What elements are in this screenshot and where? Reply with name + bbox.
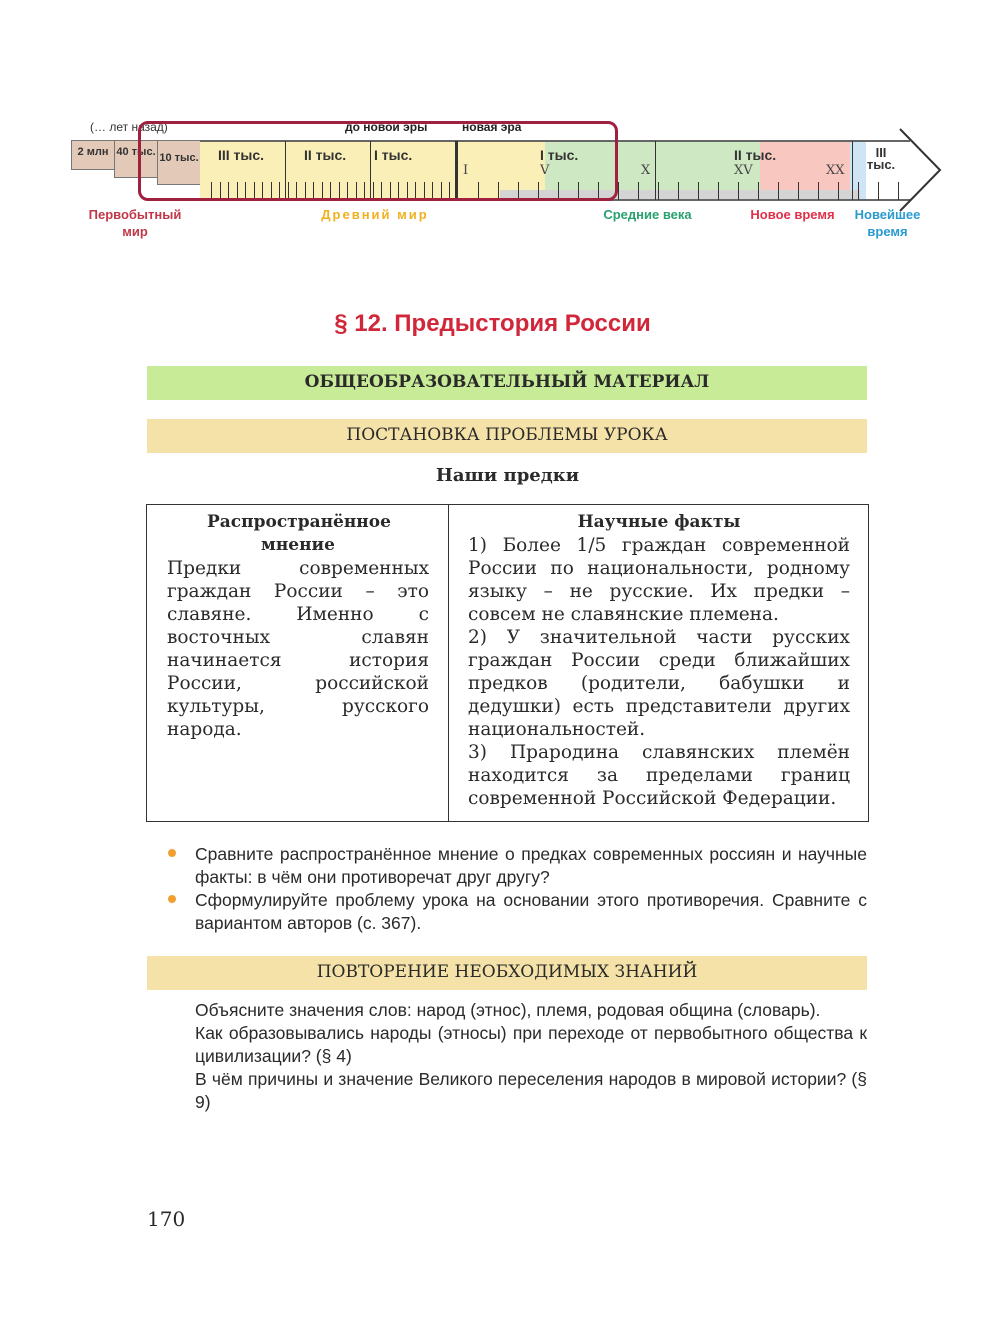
band-review: ПОВТОРЕНИЕ НЕОБХОДИМЫХ ЗНАНИЙ [147,956,867,990]
century-label: V [540,163,550,178]
era-primitive: Первобытный мир [88,207,182,239]
tick-mark [758,182,759,200]
page-title: § 12. Предыстория России [334,310,651,337]
fact-item: 3) Прародина славянских племён находится за пределами границ современной Российской Федерации. [468,742,850,809]
ce-label: новая эра [462,120,522,134]
fact-item: 2) У значительной части русских граждан России среди ближайших предков (родители, бабушки и дедушки) есть представители других национальностей. [468,627,850,740]
review-item: Как образовывались народы (этносы) при переходе от первобытного общества к цивилизации? (§ 4) [195,1023,867,1066]
box-2mln: 2 млн [71,140,115,170]
band-general: ОБЩЕОБРАЗОВАТЕЛЬНЫЙ МАТЕРИАЛ [147,366,867,400]
fact-item: 1) Более 1/5 граждан современной России по национальности, родному языку – не русские. Их предки – совсем не славянские племена. [468,535,850,625]
tick-mark [678,182,679,200]
tick-mark [738,182,739,200]
arrow-head-icon [895,126,945,216]
left-header: Распространённое мнение [207,512,391,555]
millennium-label: I тыс. [374,147,413,163]
era-modern: Новое время [750,207,835,222]
ancient-frame [138,121,618,201]
century-label: X [641,163,651,178]
era-ancient: Древний мир [321,207,429,222]
years-ago-label: (… лет назад) [90,120,168,134]
tick-mark [898,182,899,200]
bullet-icon [168,895,176,903]
tick-mark [818,182,819,200]
tick-mark [838,182,839,200]
box-40k: 40 тыс. [114,140,158,178]
tick-mark [638,182,639,200]
task-item: Сформулируйте проблему урока на основании этого противоречия. Сравните с вариантом авторов (с. 367). [195,889,867,935]
tick-mark [698,182,699,200]
table-title: Наши предки [435,465,580,486]
tick-mark [858,182,859,200]
millennium-label: II тыс. [734,147,777,163]
century-label: I [463,163,469,178]
century-label: XX [826,163,845,178]
era-newest: Новейшее время [854,207,921,239]
millennium-label: III тыс. [866,145,896,172]
box-10k: 10 тыс. [157,140,201,185]
tick-mark [778,182,779,200]
millennium-label: II тыс. [304,147,347,163]
band-problem: ПОСТАНОВКА ПРОБЛЕМЫ УРОКА [147,419,867,453]
right-header: Научные факты [577,512,741,532]
review-list [195,999,867,1114]
bullet-icon [168,849,176,857]
tasks-list [195,843,867,935]
tick-mark [798,182,799,200]
task-item: Сравните распространённое мнение о предках современных россиян и научные факты: в чём они противоречат друг другу? [195,843,867,889]
bce-label: до новой эры [345,120,428,134]
comparison-table [146,504,869,822]
era-middle: Средние века [603,207,692,222]
millennium-label: I тыс. [540,147,579,163]
page-number: 170 [147,1207,186,1231]
tick-mark [878,182,879,200]
tick-mark [658,182,659,200]
tick-mark [618,182,619,200]
review-item: В чём причины и значение Великого переселения народов в мировой истории? (§ 9) [195,1069,867,1112]
millennium-label: III тыс. [218,147,265,163]
tick-mark [718,182,719,200]
century-label: XV [734,163,753,178]
review-item: Объясните значения слов: народ (этнос), племя, родовая община (словарь). [195,1000,821,1020]
left-text: Предки современных граждан России – это славяне. Именно с восточных славян начинается история России, российской культуры, русского народа. [167,558,429,740]
